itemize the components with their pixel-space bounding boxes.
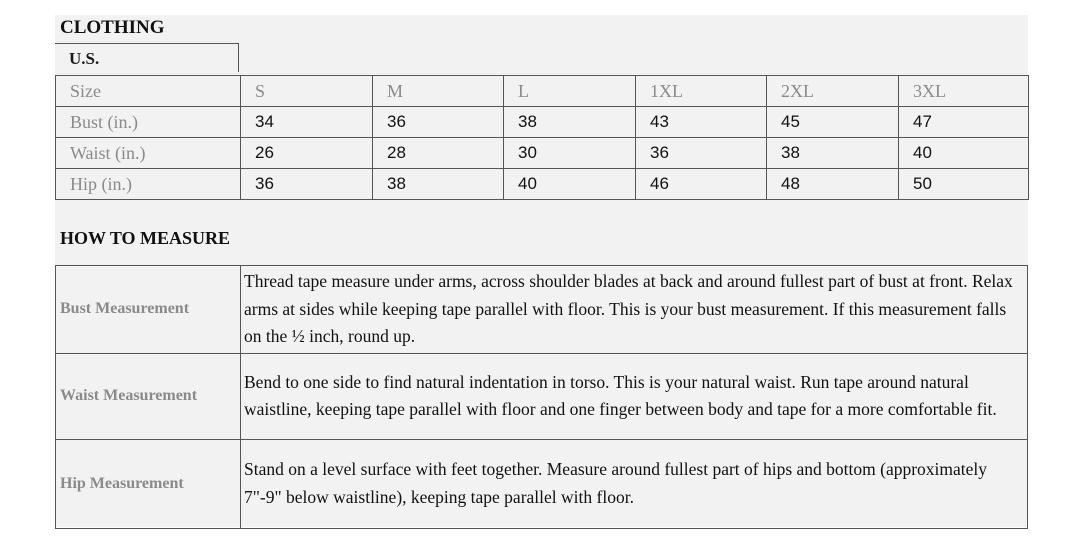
table-cell: 28 xyxy=(373,138,504,169)
table-cell: 36 xyxy=(373,107,504,138)
size-guide xyxy=(55,15,1028,527)
region-label: U.S. xyxy=(55,43,239,72)
measure-text: Bend to one side to find natural indentation in torso. This is your natural waist. Run tape around natural waistline, keeping tape parallel with floor and one finger between body and tape for a more comfortable fit. xyxy=(241,353,1028,439)
size-header-cell: S xyxy=(241,76,373,107)
table-cell: 40 xyxy=(899,138,1029,169)
measure-label: Hip Measurement xyxy=(56,439,241,528)
size-header-cell: 1XL xyxy=(636,76,767,107)
table-cell: 30 xyxy=(504,138,636,169)
table-cell: 46 xyxy=(636,169,767,200)
measure-row xyxy=(56,353,1028,439)
table-cell: 40 xyxy=(504,169,636,200)
size-header-cell: M xyxy=(373,76,504,107)
table-cell: 43 xyxy=(636,107,767,138)
size-header-cell: 2XL xyxy=(767,76,899,107)
table-cell: 50 xyxy=(899,169,1029,200)
measure-table xyxy=(55,265,1028,529)
table-cell: 36 xyxy=(636,138,767,169)
table-cell: 38 xyxy=(504,107,636,138)
table-cell: 38 xyxy=(767,138,899,169)
table-row xyxy=(56,169,1029,200)
row-label: Bust (in.) xyxy=(56,107,241,138)
table-row xyxy=(56,107,1029,138)
table-cell: 48 xyxy=(767,169,899,200)
table-cell: 47 xyxy=(899,107,1029,138)
table-row xyxy=(56,138,1029,169)
size-header-cell: L xyxy=(504,76,636,107)
row-label: Hip (in.) xyxy=(56,169,241,200)
size-header-label: Size xyxy=(56,76,241,107)
measure-label: Waist Measurement xyxy=(56,353,241,439)
table-cell: 45 xyxy=(767,107,899,138)
measure-text: Stand on a level surface with feet together. Measure around fullest part of hips and bottom (approximately 7"-9" below waistline), keeping tape parallel with floor. xyxy=(241,439,1028,528)
measure-row xyxy=(56,266,1028,354)
table-cell: 36 xyxy=(241,169,373,200)
size-header-row xyxy=(56,76,1029,107)
size-header-cell: 3XL xyxy=(899,76,1029,107)
row-label: Waist (in.) xyxy=(56,138,241,169)
table-cell: 38 xyxy=(373,169,504,200)
table-cell: 34 xyxy=(241,107,373,138)
how-to-measure-title: HOW TO MEASURE xyxy=(60,228,231,248)
measure-row xyxy=(56,439,1028,528)
table-cell: 26 xyxy=(241,138,373,169)
measure-label: Bust Measurement xyxy=(56,266,241,354)
size-chart-table xyxy=(55,75,1029,200)
measure-text: Thread tape measure under arms, across shoulder blades at back and around fullest part of bust at front. Relax arms at sides while keeping tape parallel with floor. This is your bust measurement. If this measurement falls on the ½ inch, round up. xyxy=(241,266,1028,354)
section-title: CLOTHING xyxy=(60,17,165,38)
